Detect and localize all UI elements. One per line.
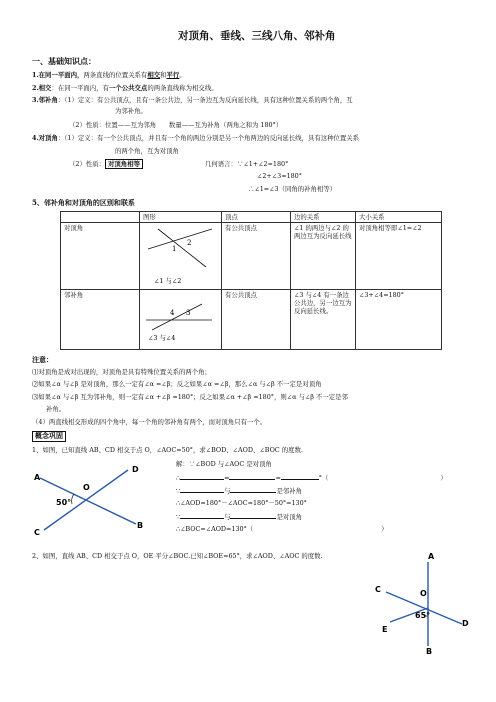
angle-label-50: 50° <box>56 498 72 507</box>
question-2-figure <box>372 550 472 656</box>
angle-label-1: 1 <box>172 245 177 253</box>
section-1-heading: 一、基础知识点： <box>32 56 96 66</box>
figure-caption: ∠1 与∠2 <box>154 277 182 285</box>
solution-line-5: ∵ 与 是对顶角 <box>176 513 303 521</box>
table-header: 顶点 <box>222 212 291 223</box>
angle-label-3: 3 <box>186 309 191 317</box>
geometric-language-1: 几何语言：∵∠1+∠2=180° <box>205 160 289 168</box>
vertex-cell: 有公共顶点 <box>222 223 291 290</box>
point-label-o: O <box>420 589 427 598</box>
point-label-d: D <box>462 619 469 628</box>
vertical-angles-figure <box>140 223 215 287</box>
size-cell: ∠3+∠4=180° <box>356 290 442 350</box>
consolidate-heading: 概念巩固 <box>32 431 66 442</box>
point-label-b: B <box>426 647 433 656</box>
figure-cell <box>140 223 222 290</box>
table-header: 边的关系 <box>291 212 356 223</box>
section-5-heading: 5、邻补角和对顶角的区别和联系 <box>32 198 135 207</box>
sides-cell: ∠1 的两边与∠2 的两边互为反向延长线 <box>291 223 356 290</box>
angle-label-65: 65° <box>415 611 431 620</box>
table-row <box>61 223 442 290</box>
point-label-d: D <box>132 465 139 474</box>
table-row <box>61 290 442 350</box>
notes-title: 注意： <box>32 355 53 364</box>
point-3-cont: 为邻补角。 <box>115 107 147 115</box>
table-header: 图形 <box>140 212 222 223</box>
point-label-e: E <box>382 625 388 634</box>
point-label-o: O <box>83 483 90 492</box>
point-2: 2.相交：在同一平面内，有一个公共交点的两条直线称为相交线。 <box>32 84 218 92</box>
note-3: ⑶如果∠α 与∠β 互为邻补角，则一定有∠α +∠β =180°；反之如果∠α +∠β =180°，则∠α 与∠β 不一定是邻 <box>32 393 348 401</box>
point-label-b: B <box>137 521 144 530</box>
figure-cell <box>140 290 222 350</box>
row-name: 邻补角 <box>61 290 140 350</box>
angle-label-2: 2 <box>187 239 192 247</box>
note-1: ⑴对顶角是成对出现的，对顶角是具有特殊位置关系的两个角； <box>32 368 211 376</box>
point-4: 4.对顶角：（1）定义：有一个公共顶点，并且有一个角的两边分别是另一个角两边的反向延长线，具有这种位置关系 <box>32 134 360 142</box>
question-1-figure <box>32 458 162 538</box>
note-3-cont: 补角。 <box>46 405 66 413</box>
point-label-a: A <box>428 552 435 561</box>
table-header: 大小关系 <box>356 212 442 223</box>
solution-line-3: ∵ 与 是邻补角 <box>176 487 303 495</box>
vertex-cell: 有公共顶点 <box>222 290 291 350</box>
point-label-a: A <box>34 473 41 482</box>
adjacent-supplementary-figure <box>140 290 215 348</box>
row-name: 对顶角 <box>61 223 140 290</box>
point-4-property: （2）性质： 对顶角相等 <box>69 160 143 168</box>
sides-cell: ∠3 与∠4 有一条边公共边，另一边互为反向延长线。 <box>291 290 356 350</box>
point-1: 1.在同一平面内，两条直线的位置关系有相交和平行。 <box>32 71 186 79</box>
geometric-language-2: ∠2+∠3=180° <box>257 172 302 180</box>
note-4: （4）两直线相交形成的四个角中，每一个角的邻补角有两个，而对顶角只有一个。 <box>32 418 267 426</box>
figure-caption: ∠3 与∠4 <box>148 334 176 342</box>
note-2: ⑵如果∠α 与∠β 是对顶角，那么一定有∠α =∠β；反之如果∠α =∠β，那么∠α 与∠β 不一定是对顶角 <box>32 380 322 388</box>
solution-line-4: ∴∠AOD=180°－∠AOC=180°－50°=130° <box>176 499 307 507</box>
solution-line-1: 解：∵∠BOD 与∠AOC 是对顶角 <box>176 460 272 468</box>
page-title: 对顶角、垂线、三线八角、邻补角 <box>178 30 336 42</box>
solution-line-2: ∴ = = °（ ） <box>176 474 447 482</box>
point-3-property: （2）性质：位置——互为邻角 数量——互为补角（两角之和为 180°） <box>69 121 283 129</box>
geometric-language-3: ∴∠1=∠3（同角的补角相等） <box>248 185 337 193</box>
point-label-c: C <box>375 585 381 594</box>
table-header <box>61 212 140 223</box>
size-cell: 对顶角相等即∠1=∠2 <box>356 223 442 290</box>
comparison-table <box>60 211 442 350</box>
question-1: 1、如图，已知直线 AB、CD 相交于点 O，∠AOC=50°，求∠BOD、∠AOD、∠BOC 的度数. <box>32 446 303 454</box>
point-4-cont: 的两个角，互为对顶角 <box>115 147 179 155</box>
angle-label-4: 4 <box>170 309 175 317</box>
question-2: 2、如图，直线 AB、CD 相交于点 O，OE 平分∠BOC.已知∠BOE=65°，求∠AOD、∠AOC 的度数. <box>32 552 323 560</box>
point-label-c: C <box>34 528 40 537</box>
solution-line-6: ∴∠BOC=∠AOD=130°（ ） <box>176 525 388 533</box>
table-header-row <box>61 212 442 223</box>
point-3: 3.邻补角：（1）定义：有公共顶点，且有一条公共边，另一条边互为反向延长线，具有这种位置关系的两个角，互 <box>32 96 353 104</box>
